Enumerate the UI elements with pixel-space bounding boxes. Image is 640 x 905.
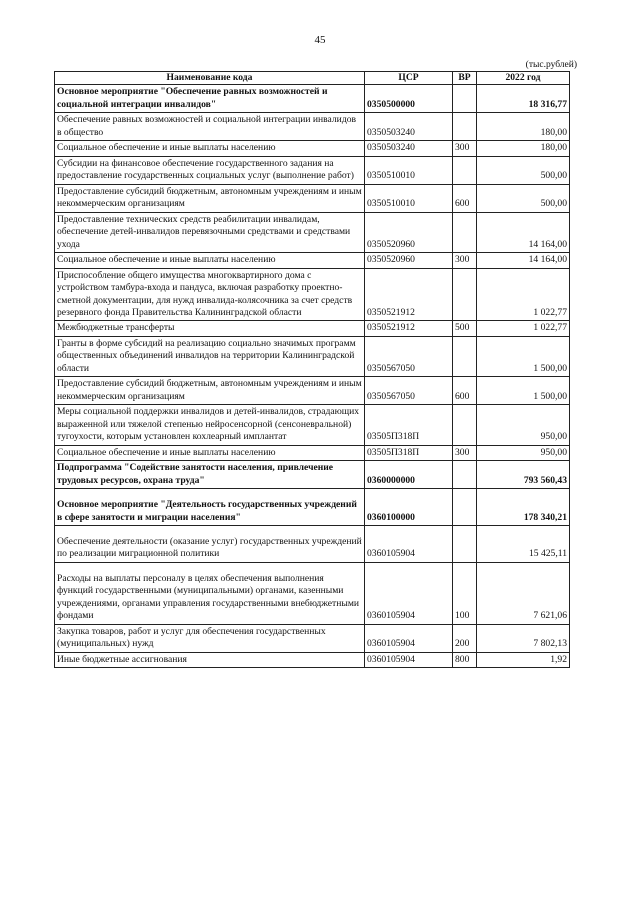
table-row: [55, 562, 570, 624]
row-vr-cell: 200: [453, 624, 477, 652]
row-name-text: Основное мероприятие "Деятельность государственных учреждений в сфере занятости и миграции населения": [57, 499, 357, 523]
row-name-cell: Основное мероприятие "Обеспечение равных возможностей и социальной интеграции инвалидов": [55, 85, 365, 113]
row-name-cell: Обеспечение равных возможностей и социальной интеграции инвалидов в общество: [55, 113, 365, 141]
table-row: [55, 336, 570, 376]
row-vr-cell: 800: [453, 652, 477, 667]
row-amount-cell: 1 022,77: [477, 321, 570, 336]
table-row: [55, 156, 570, 184]
row-name-cell: Подпрограмма "Содействие занятости населения, привлечение трудовых ресурсов, охрана труда": [55, 461, 365, 489]
row-amount-cell: 500,00: [477, 184, 570, 212]
row-vr-cell: [453, 113, 477, 141]
row-name-cell: Предоставление субсидий бюджетным, автономным учреждениям и иным некоммерческим организациям: [55, 184, 365, 212]
table-row: [55, 141, 570, 156]
row-amount-cell: 18 316,77: [477, 85, 570, 113]
row-vr-cell: [453, 85, 477, 113]
table-row: [55, 445, 570, 460]
row-csr-cell: 0350521912: [365, 321, 453, 336]
row-csr-cell: 0350520960: [365, 212, 453, 252]
row-amount-cell: 14 164,00: [477, 212, 570, 252]
row-amount-cell: 15 425,11: [477, 526, 570, 563]
row-name-cell: Меры социальной поддержки инвалидов и детей-инвалидов, страдающих выраженной или тяжелой степенью нейросенсорной (сенсоневральной) тугоухости, которым установлен кохлеарный имплантат: [55, 405, 365, 445]
row-vr-cell: [453, 461, 477, 489]
row-csr-cell: 0350567050: [365, 336, 453, 376]
row-amount-cell: 1,92: [477, 652, 570, 667]
row-vr-cell: [453, 268, 477, 321]
row-csr-cell: 0360105904: [365, 652, 453, 667]
row-vr-cell: 300: [453, 253, 477, 268]
row-name-cell: [55, 562, 365, 624]
table-row: [55, 113, 570, 141]
row-csr-cell: 0350510010: [365, 184, 453, 212]
table-row: [55, 85, 570, 113]
row-vr-cell: [453, 212, 477, 252]
row-vr-cell: [453, 489, 477, 526]
row-name-cell: Закупка товаров, работ и услуг для обеспечения государственных (муниципальных) нужд: [55, 624, 365, 652]
row-amount-cell: 14 164,00: [477, 253, 570, 268]
row-amount-cell: 1 500,00: [477, 336, 570, 376]
row-csr-cell: 0350503240: [365, 141, 453, 156]
table-row: [55, 253, 570, 268]
column-header-name: Наименование кода: [55, 72, 365, 85]
row-csr-cell: 0350500000: [365, 85, 453, 113]
column-header-year: 2022 год: [477, 72, 570, 85]
row-name-cell: [55, 526, 365, 563]
row-name-cell: Субсидии на финансовое обеспечение государственного задания на предоставление государственных социальных услуг (выполнение работ): [55, 156, 365, 184]
row-csr-cell: 0360100000: [365, 489, 453, 526]
row-vr-cell: 500: [453, 321, 477, 336]
row-csr-cell: 0350510010: [365, 156, 453, 184]
budget-table: [54, 71, 570, 668]
row-csr-cell: 0360105904: [365, 526, 453, 563]
row-amount-cell: 1 022,77: [477, 268, 570, 321]
row-amount-cell: 1 500,00: [477, 377, 570, 405]
table-row: [55, 624, 570, 652]
row-name-cell: Социальное обеспечение и иные выплаты населению: [55, 141, 365, 156]
row-vr-cell: 300: [453, 445, 477, 460]
row-vr-cell: 100: [453, 562, 477, 624]
table-row: [55, 184, 570, 212]
row-csr-cell: 03505П318П: [365, 405, 453, 445]
row-name-cell: Предоставление субсидий бюджетным, автономным учреждениям и иным некоммерческим организациям: [55, 377, 365, 405]
table-row: [55, 268, 570, 321]
row-name-text: Расходы на выплаты персоналу в целях обеспечения выполнения функций государственными (муниципальными) органами, казенными учреждениями, органами управления государственными внебюджетными фондами: [57, 572, 360, 622]
table-row: [55, 461, 570, 489]
row-vr-cell: 600: [453, 377, 477, 405]
row-vr-cell: [453, 526, 477, 563]
row-name-text: Обеспечение деятельности (оказание услуг) государственных учреждений по реализации миграционной политики: [57, 536, 362, 560]
row-name-cell: Межбюджетные трансферты: [55, 321, 365, 336]
row-name-cell: Гранты в форме субсидий на реализацию социально значимых программ общественных объединений инвалидов на территории Калининградской области: [55, 336, 365, 376]
row-csr-cell: 0360105904: [365, 624, 453, 652]
row-amount-cell: 7 802,13: [477, 624, 570, 652]
row-amount-cell: 950,00: [477, 445, 570, 460]
row-name-cell: [55, 489, 365, 526]
column-header-csr: ЦСР: [365, 72, 453, 85]
row-spacer: [57, 490, 362, 499]
table-row: [55, 526, 570, 563]
row-name-cell: Социальное обеспечение и иные выплаты населению: [55, 445, 365, 460]
row-name-cell: Приспособление общего имущества многоквартирного дома с устройством тамбура-входа и пандуса, включая разработку проектно-сметной документации, для нужд инвалида-колясочника за счет средств резервного фонда Правительства Калининградской области: [55, 268, 365, 321]
table-row: [55, 489, 570, 526]
units-label: (тыс.рублей): [525, 60, 577, 70]
row-csr-cell: 0350520960: [365, 253, 453, 268]
row-amount-cell: 7 621,06: [477, 562, 570, 624]
row-amount-cell: 500,00: [477, 156, 570, 184]
row-name-cell: Социальное обеспечение и иные выплаты населению: [55, 253, 365, 268]
row-amount-cell: 178 340,21: [477, 489, 570, 526]
row-spacer: [57, 527, 362, 536]
row-spacer: [57, 564, 362, 573]
row-csr-cell: 0360000000: [365, 461, 453, 489]
row-vr-cell: 600: [453, 184, 477, 212]
row-amount-cell: 180,00: [477, 113, 570, 141]
row-csr-cell: 0350567050: [365, 377, 453, 405]
row-amount-cell: 950,00: [477, 405, 570, 445]
row-name-cell: Иные бюджетные ассигнования: [55, 652, 365, 667]
row-vr-cell: [453, 156, 477, 184]
row-name-cell: Предоставление технических средств реабилитации инвалидам, обеспечение детей-инвалидов перевязочными средствами и средствами ухода: [55, 212, 365, 252]
column-header-vr: ВР: [453, 72, 477, 85]
table-row: [55, 377, 570, 405]
row-csr-cell: 0350503240: [365, 113, 453, 141]
row-vr-cell: 300: [453, 141, 477, 156]
table-row: [55, 405, 570, 445]
table-row: [55, 652, 570, 667]
table-row: [55, 321, 570, 336]
page-number: 45: [314, 34, 326, 46]
row-vr-cell: [453, 405, 477, 445]
table-header: [55, 72, 570, 85]
row-csr-cell: 0350521912: [365, 268, 453, 321]
row-csr-cell: 03505П318П: [365, 445, 453, 460]
row-vr-cell: [453, 336, 477, 376]
row-amount-cell: 180,00: [477, 141, 570, 156]
table-row: [55, 212, 570, 252]
row-amount-cell: 793 560,43: [477, 461, 570, 489]
row-csr-cell: 0360105904: [365, 562, 453, 624]
